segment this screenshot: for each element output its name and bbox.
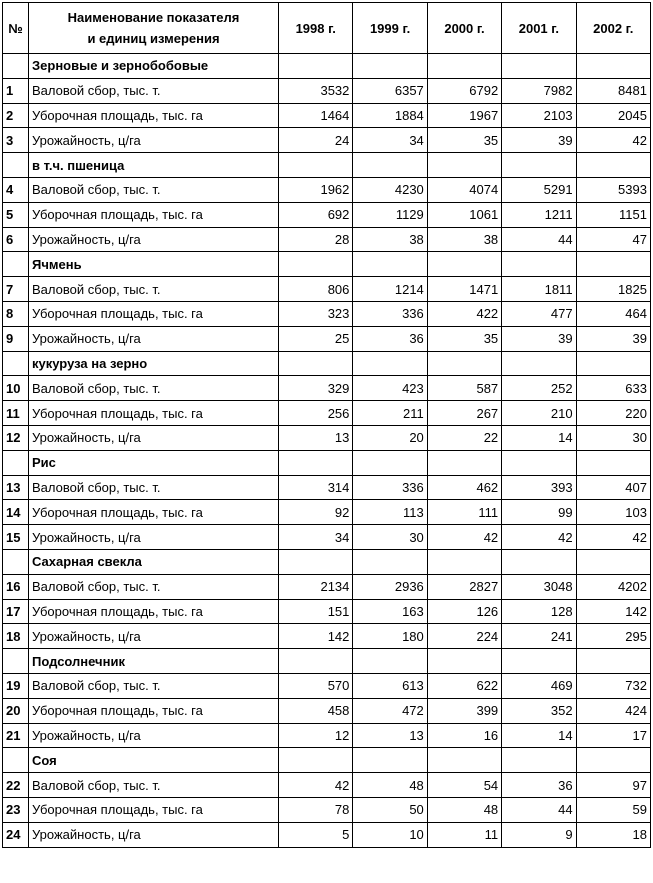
table-row (3, 525, 651, 550)
indicator-label: Урожайность, ц/га (29, 326, 279, 351)
value-cell: 5 (279, 822, 353, 847)
section-header-row (3, 54, 651, 79)
row-number: 22 (3, 773, 29, 798)
section-title: Зерновые и зернобобовые (29, 54, 279, 79)
value-cell: 59 (576, 797, 650, 822)
empty-cell (427, 351, 501, 376)
row-number: 20 (3, 698, 29, 723)
value-cell: 6792 (427, 78, 501, 103)
empty-cell (576, 54, 650, 79)
value-cell: 1825 (576, 277, 650, 302)
value-cell: 323 (279, 301, 353, 326)
section-header-row (3, 649, 651, 674)
value-cell: 477 (502, 301, 576, 326)
empty-cell (427, 54, 501, 79)
value-cell: 570 (279, 673, 353, 698)
table-row (3, 797, 651, 822)
value-cell: 44 (502, 797, 576, 822)
table-row (3, 301, 651, 326)
value-cell: 472 (353, 698, 427, 723)
value-cell: 24 (279, 128, 353, 153)
value-cell: 5291 (502, 177, 576, 202)
header-indicator-name (29, 3, 279, 54)
empty-cell (353, 450, 427, 475)
value-cell: 142 (576, 599, 650, 624)
empty-cell (427, 450, 501, 475)
value-cell: 39 (502, 326, 576, 351)
empty-cell (502, 748, 576, 773)
empty-cell (279, 450, 353, 475)
row-number: 6 (3, 227, 29, 252)
value-cell: 2827 (427, 574, 501, 599)
table-row (3, 673, 651, 698)
empty-cell (502, 450, 576, 475)
row-number: 23 (3, 797, 29, 822)
value-cell: 42 (576, 128, 650, 153)
value-cell: 151 (279, 599, 353, 624)
row-number: 13 (3, 475, 29, 500)
empty-cell (576, 450, 650, 475)
table-row (3, 425, 651, 450)
section-header-row (3, 748, 651, 773)
empty-cell (502, 351, 576, 376)
empty-cell (502, 153, 576, 178)
table-row (3, 376, 651, 401)
value-cell: 35 (427, 326, 501, 351)
value-cell: 128 (502, 599, 576, 624)
value-cell: 1211 (502, 202, 576, 227)
table-body (3, 54, 651, 848)
value-cell: 407 (576, 475, 650, 500)
value-cell: 103 (576, 500, 650, 525)
empty-cell (576, 153, 650, 178)
value-cell: 14 (502, 425, 576, 450)
section-header-row (3, 351, 651, 376)
table-row (3, 698, 651, 723)
value-cell: 10 (353, 822, 427, 847)
value-cell: 692 (279, 202, 353, 227)
row-number: 3 (3, 128, 29, 153)
section-header-row (3, 450, 651, 475)
row-number: 14 (3, 500, 29, 525)
value-cell: 267 (427, 401, 501, 426)
row-number: 9 (3, 326, 29, 351)
value-cell: 336 (353, 301, 427, 326)
empty-cell (353, 153, 427, 178)
empty-cell (427, 153, 501, 178)
table-row (3, 773, 651, 798)
empty-cell (576, 748, 650, 773)
empty-cell (353, 549, 427, 574)
value-cell: 54 (427, 773, 501, 798)
value-cell: 39 (502, 128, 576, 153)
empty-cell (576, 252, 650, 277)
value-cell: 424 (576, 698, 650, 723)
indicator-label: Уборочная площадь, тыс. га (29, 698, 279, 723)
row-number: 11 (3, 401, 29, 426)
table-row (3, 326, 651, 351)
value-cell: 38 (353, 227, 427, 252)
row-number (3, 351, 29, 376)
section-title: Подсолнечник (29, 649, 279, 674)
empty-cell (279, 54, 353, 79)
value-cell: 11 (427, 822, 501, 847)
value-cell: 613 (353, 673, 427, 698)
table-row (3, 128, 651, 153)
value-cell: 1151 (576, 202, 650, 227)
empty-cell (353, 252, 427, 277)
value-cell: 587 (427, 376, 501, 401)
value-cell: 399 (427, 698, 501, 723)
value-cell: 92 (279, 500, 353, 525)
indicator-label: Уборочная площадь, тыс. га (29, 401, 279, 426)
value-cell: 252 (502, 376, 576, 401)
empty-cell (279, 351, 353, 376)
value-cell: 18 (576, 822, 650, 847)
indicator-label: Урожайность, ц/га (29, 425, 279, 450)
data-table (2, 2, 651, 848)
table-row (3, 401, 651, 426)
value-cell: 5393 (576, 177, 650, 202)
value-cell: 732 (576, 673, 650, 698)
empty-cell (353, 748, 427, 773)
value-cell: 163 (353, 599, 427, 624)
value-cell: 34 (279, 525, 353, 550)
header-year: 2000 г. (427, 3, 501, 54)
header-number: № (3, 3, 29, 54)
value-cell: 622 (427, 673, 501, 698)
row-number: 8 (3, 301, 29, 326)
value-cell: 6357 (353, 78, 427, 103)
indicator-label: Урожайность, ц/га (29, 624, 279, 649)
indicator-label: Уборочная площадь, тыс. га (29, 103, 279, 128)
value-cell: 4202 (576, 574, 650, 599)
value-cell: 17 (576, 723, 650, 748)
row-number (3, 252, 29, 277)
header-year: 2002 г. (576, 3, 650, 54)
table-row (3, 277, 651, 302)
section-title: Рис (29, 450, 279, 475)
value-cell: 806 (279, 277, 353, 302)
value-cell: 13 (353, 723, 427, 748)
indicator-label: Валовой сбор, тыс. т. (29, 177, 279, 202)
empty-cell (576, 549, 650, 574)
row-number: 21 (3, 723, 29, 748)
indicator-label: Урожайность, ц/га (29, 128, 279, 153)
row-number: 16 (3, 574, 29, 599)
value-cell: 1214 (353, 277, 427, 302)
value-cell: 241 (502, 624, 576, 649)
table-row (3, 599, 651, 624)
table-row (3, 475, 651, 500)
value-cell: 3532 (279, 78, 353, 103)
row-number: 15 (3, 525, 29, 550)
value-cell: 47 (576, 227, 650, 252)
indicator-label: Урожайность, ц/га (29, 723, 279, 748)
value-cell: 111 (427, 500, 501, 525)
value-cell: 38 (427, 227, 501, 252)
value-cell: 99 (502, 500, 576, 525)
value-cell: 22 (427, 425, 501, 450)
table-row (3, 574, 651, 599)
row-number (3, 153, 29, 178)
value-cell: 44 (502, 227, 576, 252)
value-cell: 1811 (502, 277, 576, 302)
value-cell: 14 (502, 723, 576, 748)
empty-cell (427, 649, 501, 674)
header-row (3, 3, 651, 54)
value-cell: 462 (427, 475, 501, 500)
value-cell: 16 (427, 723, 501, 748)
indicator-label: Уборочная площадь, тыс. га (29, 500, 279, 525)
value-cell: 180 (353, 624, 427, 649)
row-number: 7 (3, 277, 29, 302)
value-cell: 2936 (353, 574, 427, 599)
header-name-line2: и единиц измерения (87, 31, 220, 46)
empty-cell (502, 649, 576, 674)
value-cell: 12 (279, 723, 353, 748)
empty-cell (353, 54, 427, 79)
value-cell: 42 (576, 525, 650, 550)
section-title: кукуруза на зерно (29, 351, 279, 376)
empty-cell (279, 649, 353, 674)
value-cell: 28 (279, 227, 353, 252)
empty-cell (502, 54, 576, 79)
value-cell: 35 (427, 128, 501, 153)
section-header-row (3, 153, 651, 178)
value-cell: 2045 (576, 103, 650, 128)
header-name-line1: Наименование показателя (67, 10, 240, 25)
row-number: 4 (3, 177, 29, 202)
value-cell: 4074 (427, 177, 501, 202)
indicator-label: Уборочная площадь, тыс. га (29, 599, 279, 624)
value-cell: 97 (576, 773, 650, 798)
value-cell: 633 (576, 376, 650, 401)
value-cell: 42 (502, 525, 576, 550)
empty-cell (279, 153, 353, 178)
value-cell: 36 (353, 326, 427, 351)
value-cell: 50 (353, 797, 427, 822)
empty-cell (502, 252, 576, 277)
empty-cell (279, 748, 353, 773)
section-title: Соя (29, 748, 279, 773)
value-cell: 126 (427, 599, 501, 624)
table-row (3, 177, 651, 202)
table-row (3, 500, 651, 525)
indicator-label: Урожайность, ц/га (29, 822, 279, 847)
row-number: 18 (3, 624, 29, 649)
indicator-label: Валовой сбор, тыс. т. (29, 376, 279, 401)
table-row (3, 78, 651, 103)
section-header-row (3, 549, 651, 574)
value-cell: 458 (279, 698, 353, 723)
value-cell: 469 (502, 673, 576, 698)
header-year: 1999 г. (353, 3, 427, 54)
indicator-label: Урожайность, ц/га (29, 227, 279, 252)
section-title: в т.ч. пшеница (29, 153, 279, 178)
indicator-label: Уборочная площадь, тыс. га (29, 797, 279, 822)
value-cell: 295 (576, 624, 650, 649)
indicator-label: Валовой сбор, тыс. т. (29, 673, 279, 698)
value-cell: 39 (576, 326, 650, 351)
empty-cell (427, 748, 501, 773)
value-cell: 2103 (502, 103, 576, 128)
value-cell: 1129 (353, 202, 427, 227)
row-number (3, 450, 29, 475)
indicator-label: Валовой сбор, тыс. т. (29, 574, 279, 599)
value-cell: 48 (427, 797, 501, 822)
value-cell: 34 (353, 128, 427, 153)
indicator-label: Валовой сбор, тыс. т. (29, 277, 279, 302)
value-cell: 256 (279, 401, 353, 426)
value-cell: 142 (279, 624, 353, 649)
value-cell: 224 (427, 624, 501, 649)
value-cell: 211 (353, 401, 427, 426)
empty-cell (279, 549, 353, 574)
section-title: Сахарная свекла (29, 549, 279, 574)
value-cell: 8481 (576, 78, 650, 103)
indicator-label: Валовой сбор, тыс. т. (29, 475, 279, 500)
value-cell: 220 (576, 401, 650, 426)
section-header-row (3, 252, 651, 277)
row-number: 1 (3, 78, 29, 103)
row-number: 2 (3, 103, 29, 128)
empty-cell (576, 351, 650, 376)
value-cell: 20 (353, 425, 427, 450)
header-year: 1998 г. (279, 3, 353, 54)
value-cell: 2134 (279, 574, 353, 599)
value-cell: 1962 (279, 177, 353, 202)
value-cell: 42 (279, 773, 353, 798)
value-cell: 314 (279, 475, 353, 500)
table-row (3, 227, 651, 252)
table-row (3, 202, 651, 227)
row-number: 12 (3, 425, 29, 450)
value-cell: 3048 (502, 574, 576, 599)
indicator-label: Уборочная площадь, тыс. га (29, 202, 279, 227)
table-row (3, 103, 651, 128)
empty-cell (279, 252, 353, 277)
value-cell: 423 (353, 376, 427, 401)
value-cell: 1471 (427, 277, 501, 302)
table-row (3, 723, 651, 748)
value-cell: 1884 (353, 103, 427, 128)
value-cell: 113 (353, 500, 427, 525)
row-number: 5 (3, 202, 29, 227)
indicator-label: Уборочная площадь, тыс. га (29, 301, 279, 326)
row-number (3, 54, 29, 79)
value-cell: 48 (353, 773, 427, 798)
empty-cell (353, 351, 427, 376)
value-cell: 1061 (427, 202, 501, 227)
row-number: 24 (3, 822, 29, 847)
value-cell: 7982 (502, 78, 576, 103)
value-cell: 30 (353, 525, 427, 550)
table-row (3, 822, 651, 847)
section-title: Ячмень (29, 252, 279, 277)
value-cell: 42 (427, 525, 501, 550)
indicator-label: Валовой сбор, тыс. т. (29, 78, 279, 103)
value-cell: 329 (279, 376, 353, 401)
value-cell: 336 (353, 475, 427, 500)
empty-cell (576, 649, 650, 674)
value-cell: 13 (279, 425, 353, 450)
empty-cell (353, 649, 427, 674)
empty-cell (427, 252, 501, 277)
row-number (3, 549, 29, 574)
row-number: 17 (3, 599, 29, 624)
row-number (3, 748, 29, 773)
row-number: 19 (3, 673, 29, 698)
value-cell: 9 (502, 822, 576, 847)
row-number (3, 649, 29, 674)
table-header (3, 3, 651, 54)
value-cell: 393 (502, 475, 576, 500)
value-cell: 25 (279, 326, 353, 351)
value-cell: 36 (502, 773, 576, 798)
value-cell: 78 (279, 797, 353, 822)
value-cell: 422 (427, 301, 501, 326)
indicator-label: Урожайность, ц/га (29, 525, 279, 550)
value-cell: 4230 (353, 177, 427, 202)
value-cell: 1967 (427, 103, 501, 128)
row-number: 10 (3, 376, 29, 401)
value-cell: 30 (576, 425, 650, 450)
value-cell: 1464 (279, 103, 353, 128)
value-cell: 210 (502, 401, 576, 426)
header-year: 2001 г. (502, 3, 576, 54)
indicator-label: Валовой сбор, тыс. т. (29, 773, 279, 798)
empty-cell (502, 549, 576, 574)
value-cell: 464 (576, 301, 650, 326)
table-row (3, 624, 651, 649)
empty-cell (427, 549, 501, 574)
value-cell: 352 (502, 698, 576, 723)
